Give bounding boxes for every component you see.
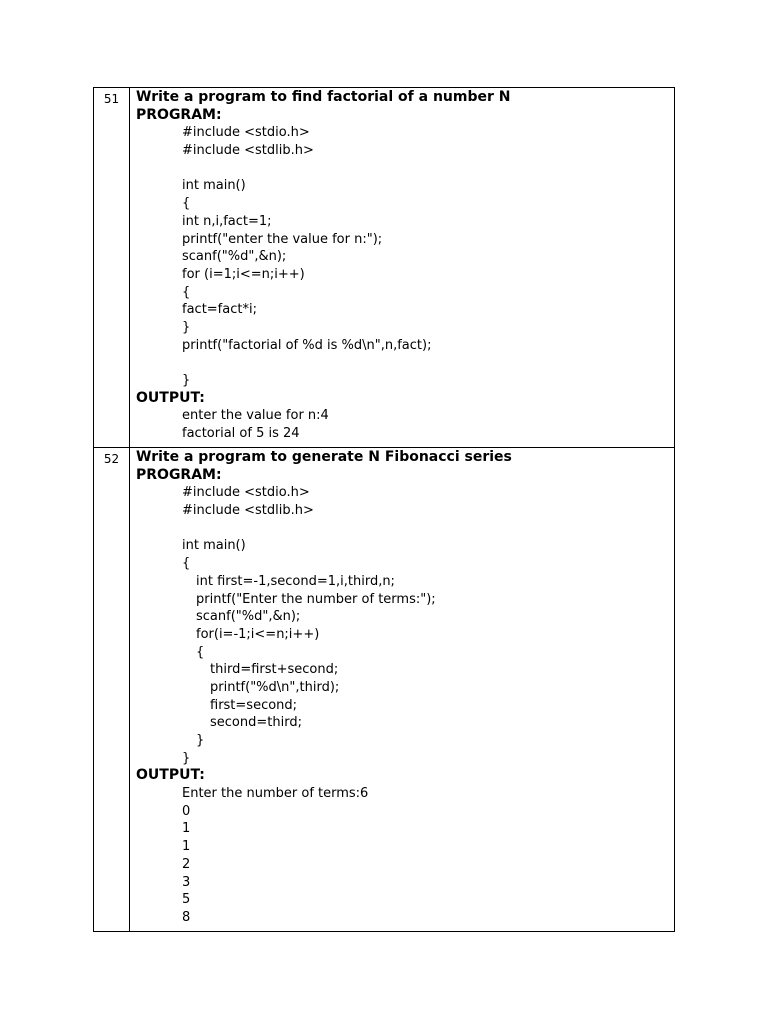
code-line <box>136 354 674 372</box>
code-line: for (i=1;i<=n;i++) <box>182 266 305 282</box>
output-label: OUTPUT: <box>136 389 205 406</box>
serial-number-cell <box>94 448 130 932</box>
code-line: printf("enter the value for n:"); <box>182 231 383 247</box>
program-label: PROGRAM: <box>136 466 222 483</box>
output-line: factorial of 5 is 24 <box>182 426 300 442</box>
program-label: PROGRAM: <box>136 106 222 123</box>
output-line: 5 <box>182 892 191 908</box>
output-line: 0 <box>182 803 191 819</box>
output-line: Enter the number of terms:6 <box>182 786 369 802</box>
code-line: int main() <box>182 538 246 554</box>
code-line: for(i=-1;i<=n;i++) <box>196 626 320 642</box>
code-line: #include <stdlib.h> <box>182 143 314 159</box>
code-line: third=first+second; <box>210 662 339 678</box>
code-line: int first=-1,second=1,i,third,n; <box>196 573 395 589</box>
code-line: { <box>182 196 191 212</box>
code-line: printf("Enter the number of terms:"); <box>196 591 436 607</box>
code-block <box>136 484 674 767</box>
code-block <box>136 124 674 389</box>
output-line: 8 <box>182 909 191 925</box>
code-line: } <box>182 319 191 335</box>
code-line: { <box>182 284 191 300</box>
output-label: OUTPUT: <box>136 767 205 784</box>
program-table <box>93 87 675 932</box>
code-line: #include <stdio.h> <box>182 485 310 501</box>
program-content <box>130 88 675 448</box>
program-title: Write a program to generate N Fibonacci series <box>136 449 512 465</box>
output-line: enter the value for n:4 <box>182 408 329 424</box>
program-row <box>94 88 675 448</box>
code-line <box>136 520 674 538</box>
code-line: { <box>182 556 191 572</box>
output-line: 1 <box>182 839 191 855</box>
code-line: } <box>182 373 191 388</box>
output-line: 3 <box>182 874 191 890</box>
code-line: second=third; <box>210 715 302 731</box>
output-line: 1 <box>182 821 191 837</box>
code-line: fact=fact*i; <box>182 302 257 318</box>
code-line: } <box>196 733 205 748</box>
program-content <box>130 448 675 932</box>
code-line: { <box>196 644 205 660</box>
code-line: printf("%d\n",third); <box>210 679 340 695</box>
output-block <box>136 407 674 442</box>
code-line: int n,i,fact=1; <box>182 213 272 229</box>
output-line: 2 <box>182 856 191 872</box>
serial-number: 52 <box>103 452 120 466</box>
serial-number: 51 <box>103 92 120 106</box>
code-line: #include <stdlib.h> <box>182 503 314 519</box>
program-title: Write a program to find factorial of a number N <box>136 89 511 105</box>
code-line: #include <stdio.h> <box>182 125 310 141</box>
output-block <box>136 785 674 927</box>
code-line: scanf("%d",&n); <box>182 249 287 265</box>
code-line: first=second; <box>210 697 298 713</box>
program-row <box>94 448 675 932</box>
serial-number-cell <box>94 88 130 448</box>
code-line: scanf("%d",&n); <box>196 609 301 625</box>
code-line: int main() <box>182 178 246 194</box>
code-line: } <box>182 750 191 766</box>
code-line <box>136 160 674 178</box>
code-line: printf("factorial of %d is %d\n",n,fact); <box>182 337 432 353</box>
